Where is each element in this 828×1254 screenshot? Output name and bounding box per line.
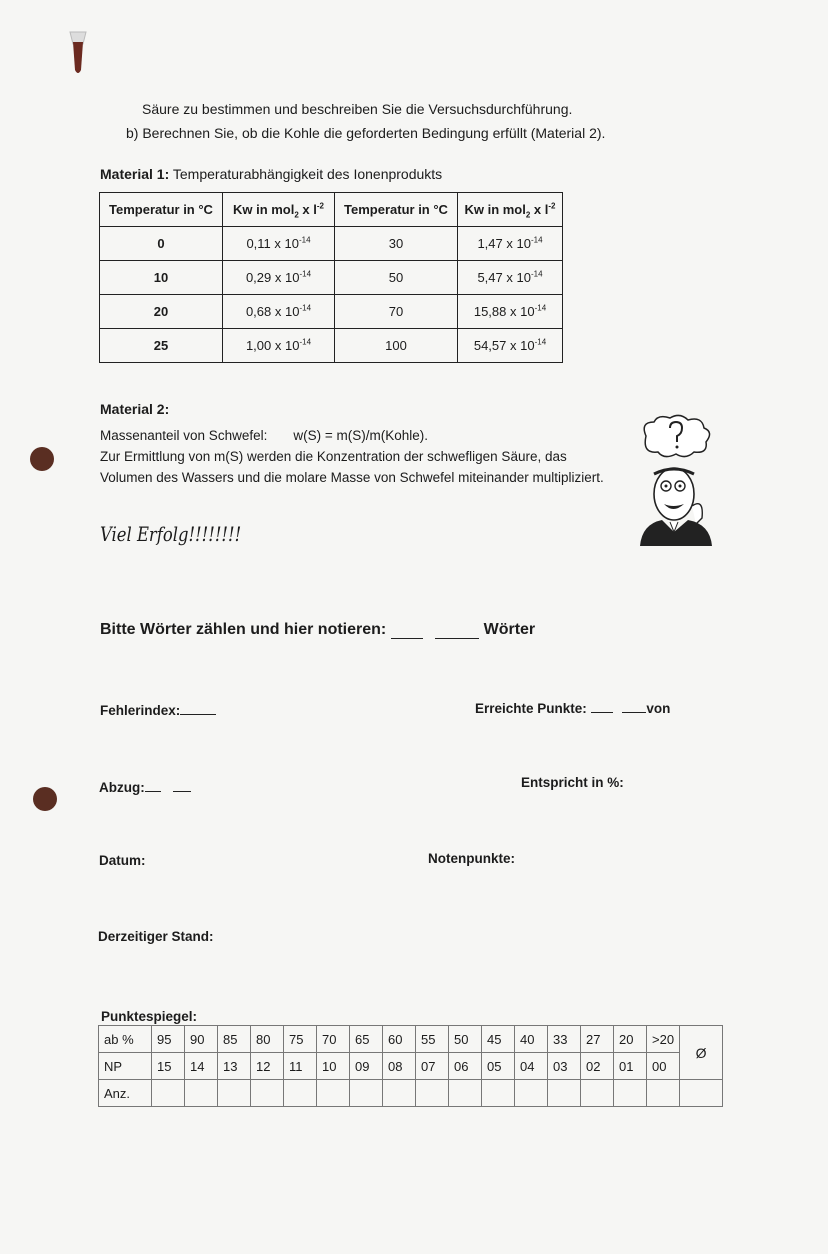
table-row	[100, 261, 563, 295]
table-row	[100, 227, 563, 261]
np-cell: 12	[251, 1053, 284, 1080]
punch-hole-bottom	[33, 787, 57, 811]
date-label: Datum:	[99, 853, 146, 868]
task-line-2: b) Berechnen Sie, ob die Kohle die geforderten Bedingung erfüllt (Material 2).	[126, 125, 606, 141]
count-cell[interactable]	[449, 1080, 482, 1107]
percent-cell: 50	[449, 1026, 482, 1053]
word-count-unit: Wörter	[483, 621, 536, 638]
temp-cell: 25	[100, 329, 223, 363]
average-cell[interactable]	[680, 1080, 723, 1107]
percent-cell: 85	[218, 1026, 251, 1053]
count-cell[interactable]	[383, 1080, 416, 1107]
material-1-title	[100, 166, 442, 182]
percent-cell: 33	[548, 1026, 581, 1053]
fehlerindex-blank[interactable]	[180, 702, 216, 715]
kw-cell: 0,11 x $10^{-14}$	[223, 227, 335, 261]
abzug-field	[99, 779, 191, 795]
np-cell: 11	[284, 1053, 317, 1080]
ionic-product-table	[99, 192, 563, 363]
header-temp-1: Temperatur in °C	[100, 193, 223, 227]
grade-points-label: Notenpunkte:	[428, 851, 515, 866]
np-cell: 14	[185, 1053, 218, 1080]
np-cell: 04	[515, 1053, 548, 1080]
percent-cell: 40	[515, 1026, 548, 1053]
np-cell: 08	[383, 1053, 416, 1080]
material-1-label: Material 1:	[100, 166, 170, 182]
material-2-line-2: Zur Ermittlung von m(S) werden die Konzentration der schwefligen Säure, das	[100, 449, 567, 464]
count-cell[interactable]	[350, 1080, 383, 1107]
kw-cell: 1,00 x $10^{-14}$	[223, 329, 335, 363]
count-cell[interactable]	[614, 1080, 647, 1107]
mass-fraction-label: Massenanteil von Schwefel:	[100, 428, 268, 443]
count-cell[interactable]	[515, 1080, 548, 1107]
table-row	[99, 1026, 723, 1053]
table-row	[100, 329, 563, 363]
kw-cell: 54,57 x $10^{-14}$	[458, 329, 563, 363]
percent-cell: 65	[350, 1026, 383, 1053]
count-cell[interactable]	[251, 1080, 284, 1107]
percent-cell: 45	[482, 1026, 515, 1053]
row-label-count: Anz.	[99, 1080, 152, 1107]
count-cell[interactable]	[647, 1080, 680, 1107]
points-von: von	[646, 701, 671, 716]
kw-cell: 0,68 x $10^{-14}$	[223, 295, 335, 329]
task-line-1: Säure zu bestimmen und beschreiben Sie die Versuchsdurchführung.	[142, 101, 573, 117]
count-cell[interactable]	[548, 1080, 581, 1107]
word-count-blank-2[interactable]	[435, 624, 479, 639]
header-temp-2: Temperatur in °C	[335, 193, 458, 227]
np-cell: 15	[152, 1053, 185, 1080]
temp-cell: 10	[100, 261, 223, 295]
count-cell[interactable]	[185, 1080, 218, 1107]
np-cell: 07	[416, 1053, 449, 1080]
points-label: Erreichte Punkte:	[475, 701, 587, 716]
kw-cell: 1,47 x $10^{-14}$	[458, 227, 563, 261]
np-cell: 13	[218, 1053, 251, 1080]
table-row	[100, 295, 563, 329]
row-label-percent: ab %	[99, 1026, 152, 1053]
percent-cell: 80	[251, 1026, 284, 1053]
np-cell: 01	[614, 1053, 647, 1080]
count-cell[interactable]	[152, 1080, 185, 1107]
header-kw-1: Kw in mol$_2$ x $l^{-2}$	[223, 193, 335, 227]
percent-cell: 90	[185, 1026, 218, 1053]
grade-scale-table	[98, 1025, 723, 1107]
count-cell[interactable]	[317, 1080, 350, 1107]
task-text	[126, 97, 605, 145]
np-cell: 03	[548, 1053, 581, 1080]
points-blank-1[interactable]	[591, 700, 613, 713]
abzug-blank-1[interactable]	[145, 779, 161, 792]
percent-cell: 27	[581, 1026, 614, 1053]
temp-cell: 20	[100, 295, 223, 329]
average-symbol: Ø	[680, 1026, 723, 1080]
temp-cell: 70	[335, 295, 458, 329]
word-count-row	[100, 621, 535, 639]
fehlerindex-field	[100, 702, 216, 718]
np-cell: 02	[581, 1053, 614, 1080]
np-cell: 00	[647, 1053, 680, 1080]
abzug-blank-2[interactable]	[173, 779, 191, 792]
percent-cell: 70	[317, 1026, 350, 1053]
temp-cell: 30	[335, 227, 458, 261]
count-cell[interactable]	[581, 1080, 614, 1107]
percent-cell: 60	[383, 1026, 416, 1053]
count-cell[interactable]	[218, 1080, 251, 1107]
np-cell: 06	[449, 1053, 482, 1080]
percent-cell: 75	[284, 1026, 317, 1053]
np-cell: 05	[482, 1053, 515, 1080]
mass-fraction-formula: w(S) = m(S)/m(Kohle).	[293, 428, 428, 443]
percent-cell: 55	[416, 1026, 449, 1053]
temp-cell: 50	[335, 261, 458, 295]
np-cell: 10	[317, 1053, 350, 1080]
points-field	[475, 700, 670, 716]
count-cell[interactable]	[482, 1080, 515, 1107]
material-2-text	[100, 425, 604, 488]
thinking-man-icon	[636, 414, 716, 546]
word-count-blank-1[interactable]	[391, 624, 423, 639]
table-row	[99, 1053, 723, 1080]
np-cell: 09	[350, 1053, 383, 1080]
row-label-np: NP	[99, 1053, 152, 1080]
count-cell[interactable]	[284, 1080, 317, 1107]
percent-label: Entspricht in %:	[521, 775, 624, 790]
material-2-label: Material 2:	[100, 401, 170, 417]
points-blank-2[interactable]	[622, 700, 646, 713]
percent-cell: 20	[614, 1026, 647, 1053]
fehlerindex-label: Fehlerindex:	[100, 703, 181, 718]
percent-cell: 95	[152, 1026, 185, 1053]
temp-cell: 100	[335, 329, 458, 363]
good-luck-note: Viel Erfolg!!!!!!!!	[100, 522, 242, 546]
abzug-label: Abzug:	[99, 780, 145, 795]
kw-cell: 15,88 x $10^{-14}$	[458, 295, 563, 329]
percent-cell: >20	[647, 1026, 680, 1053]
count-cell[interactable]	[416, 1080, 449, 1107]
binder-clip-icon	[66, 30, 90, 74]
punch-hole-top	[30, 447, 54, 471]
header-kw-2: Kw in mol$_2$ x $l^{-2}$	[458, 193, 563, 227]
table-row	[99, 1080, 723, 1107]
kw-cell: 5,47 x $10^{-14}$	[458, 261, 563, 295]
word-count-label: Bitte Wörter zählen und hier notieren:	[100, 621, 387, 638]
material-1-caption: Temperaturabhängigkeit des Ionenprodukts	[172, 166, 443, 182]
punktespiegel-title: Punktespiegel:	[101, 1009, 198, 1024]
material-2-line-3: Volumen des Wassers und die molare Masse von Schwefel miteinander multipliziert.	[100, 470, 604, 485]
temp-cell: 0	[100, 227, 223, 261]
current-standing-label: Derzeitiger Stand:	[98, 929, 214, 944]
kw-cell: 0,29 x $10^{-14}$	[223, 261, 335, 295]
